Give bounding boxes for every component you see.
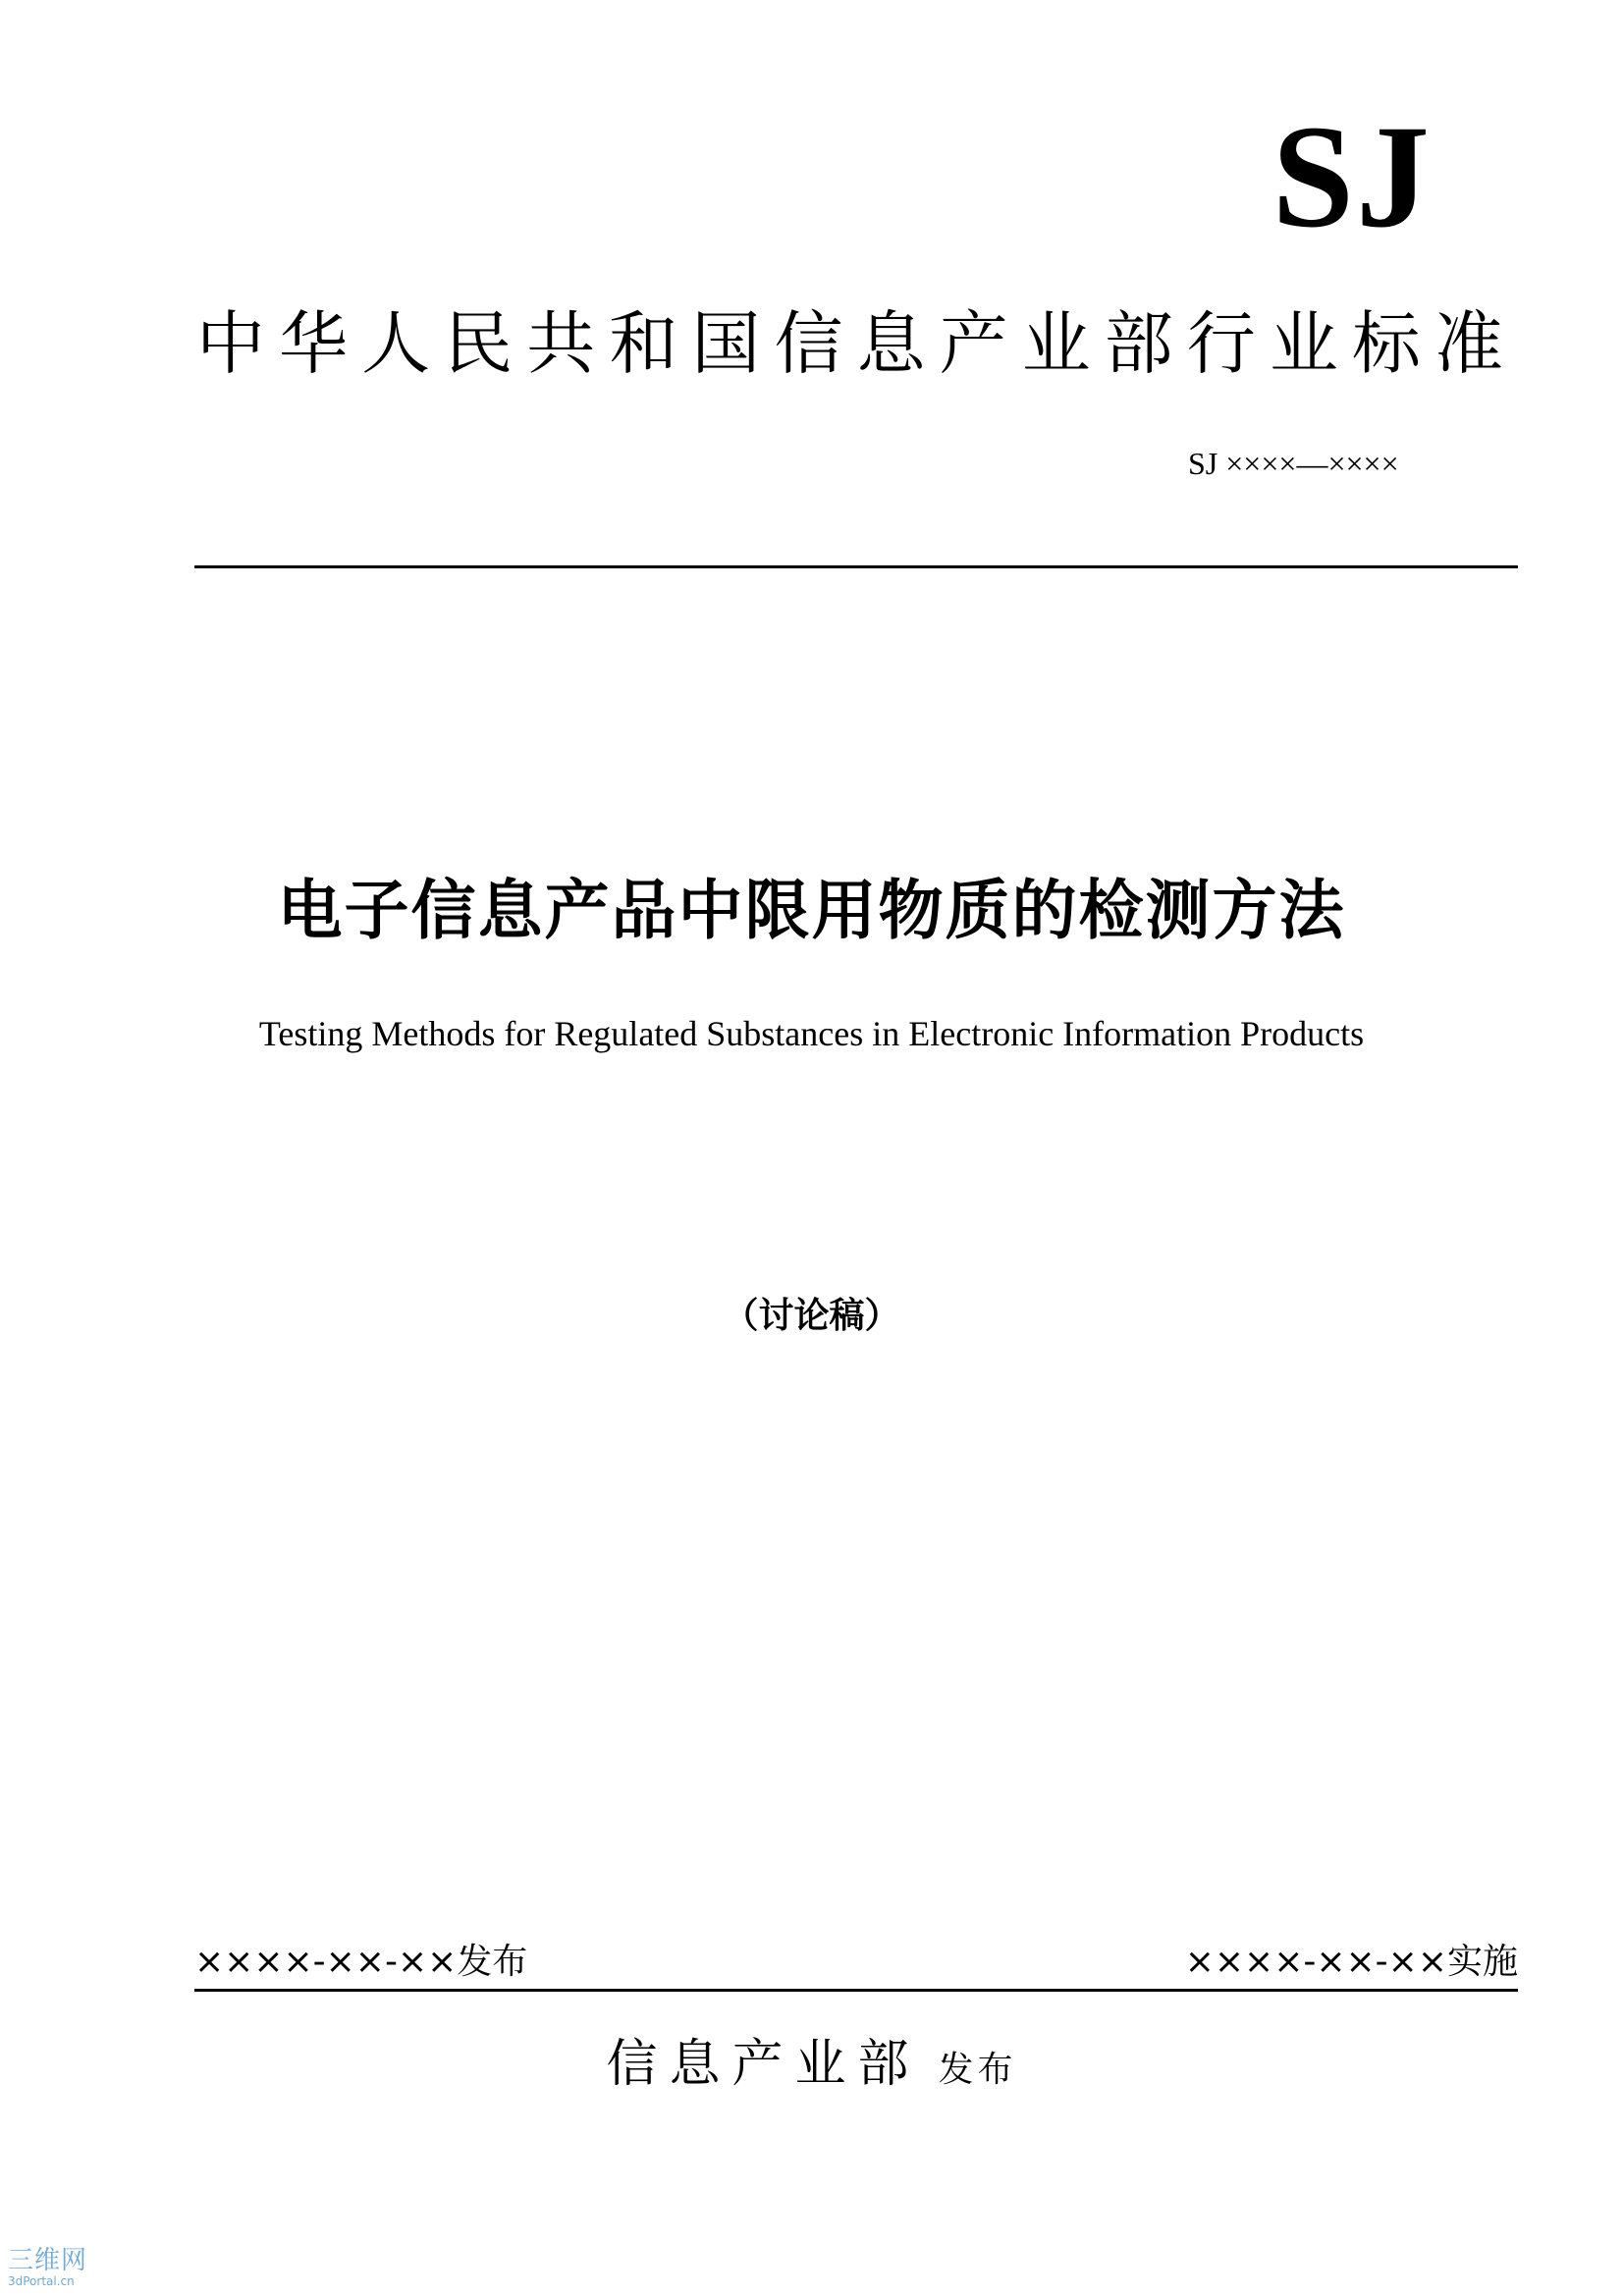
document-title-cn: 电子信息产品中限用物质的检测方法 [277, 873, 1346, 948]
publish-date: ××××-××-××发布 [194, 1942, 528, 1982]
bottom-divider [194, 1989, 1518, 1992]
issuer-line [0, 2030, 1623, 2105]
issuer-name: 信息产业部 [606, 2035, 921, 2094]
watermark-text-bottom: 3dPortal.cn [8, 2274, 75, 2288]
organization-title: 中华人民共和国信息产业部行业标准 [196, 303, 1517, 384]
watermark [8, 2247, 116, 2288]
issuer-verb: 发布 [938, 2050, 1017, 2090]
document-title-en: Testing Methods for Regulated Substances in Electronic Information Products [258, 1014, 1365, 1053]
standard-number: SJ ××××—×××× [1188, 446, 1399, 481]
draft-label: （讨论稿） [723, 1296, 900, 1336]
standard-logo: SJ [1271, 95, 1432, 258]
top-divider [194, 565, 1518, 568]
watermark-text-top: 三维网 [8, 2246, 88, 2275]
implement-date: ××××-××-××实施 [1184, 1942, 1518, 1982]
